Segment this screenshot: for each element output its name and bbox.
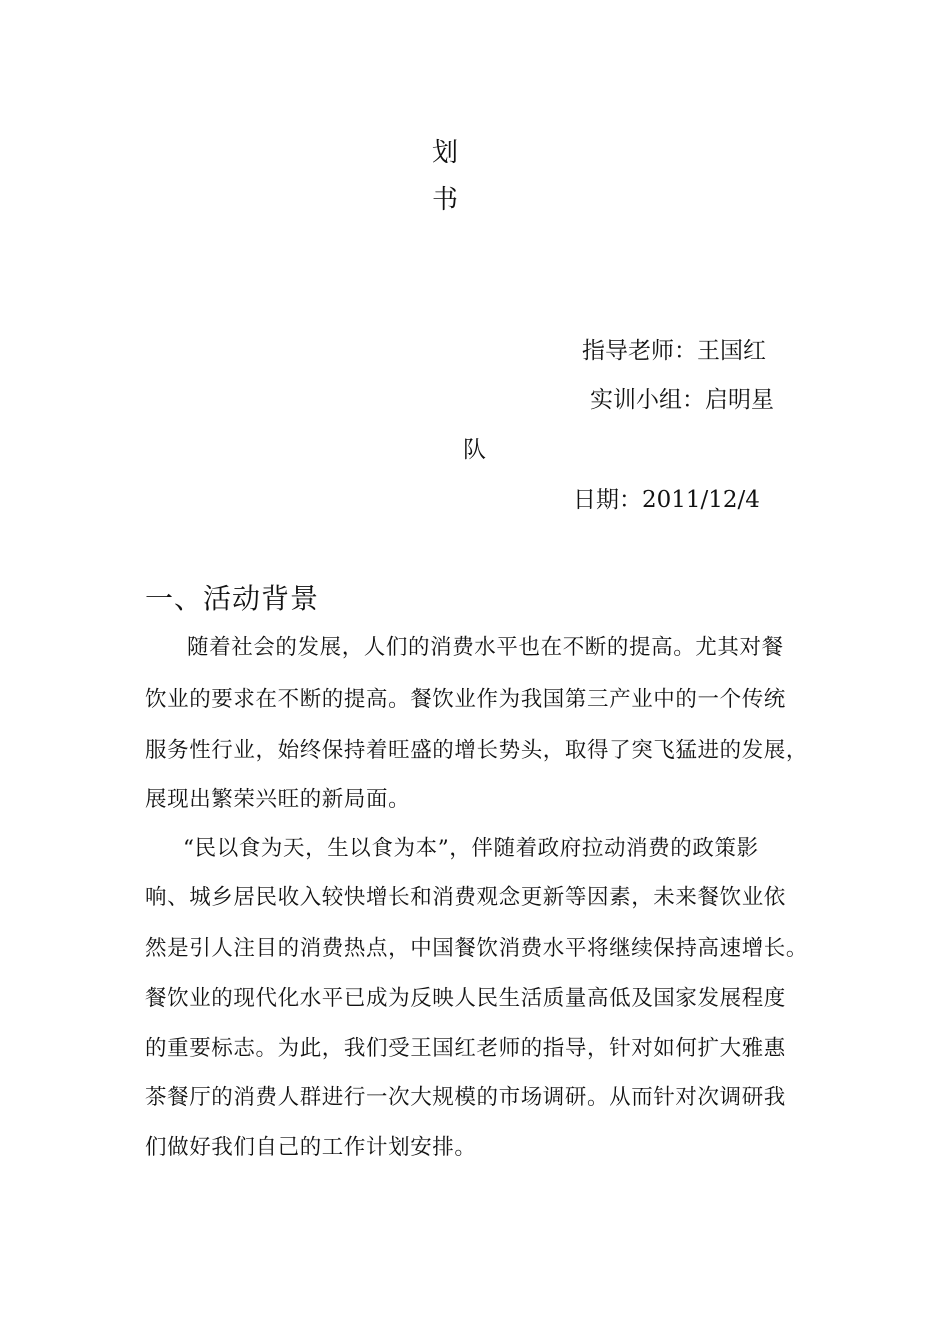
advisor-line: 指导老师：王国红: [582, 338, 766, 364]
paragraph-line: 饮业的要求在不断的提高。餐饮业作为我国第三产业中的一个传统: [145, 687, 786, 712]
paragraph-line: 随着社会的发展，人们的消费水平也在不断的提高。尤其对餐: [187, 635, 784, 660]
section-heading: 一、活动背景: [145, 582, 320, 615]
paragraph-line: 服务性行业，始终保持着旺盛的增长势头，取得了突飞猛进的发展，: [145, 738, 809, 763]
team-line: 实训小组：启明星: [590, 387, 774, 413]
title-char-1: 划: [432, 138, 459, 168]
date-line: 日期：2011/12/4: [573, 487, 760, 513]
paragraph-line: 响、城乡居民收入较快增长和消费观念更新等因素，未来餐饮业依: [145, 885, 786, 910]
team-line-continued: 队: [463, 437, 486, 463]
paragraph-line: 餐饮业的现代化水平已成为反映人民生活质量高低及国家发展程度: [145, 986, 786, 1011]
paragraph-line: “民以食为天，生以食为本”，伴随着政府拉动消费的政策影: [183, 836, 759, 861]
paragraph-line: 然是引人注目的消费热点，中国餐饮消费水平将继续保持高速增长。: [145, 936, 809, 961]
paragraph-line: 茶餐厅的消费人群进行一次大规模的市场调研。从而针对次调研我: [145, 1085, 786, 1110]
paragraph-line: 们做好我们自己的工作计划安排。: [145, 1135, 477, 1160]
paragraph-line: 的重要标志。为此，我们受王国红老师的指导，针对如何扩大雅惠: [145, 1036, 786, 1061]
paragraph-line: 展现出繁荣兴旺的新局面。: [145, 787, 411, 812]
title-char-2: 书: [432, 185, 459, 215]
